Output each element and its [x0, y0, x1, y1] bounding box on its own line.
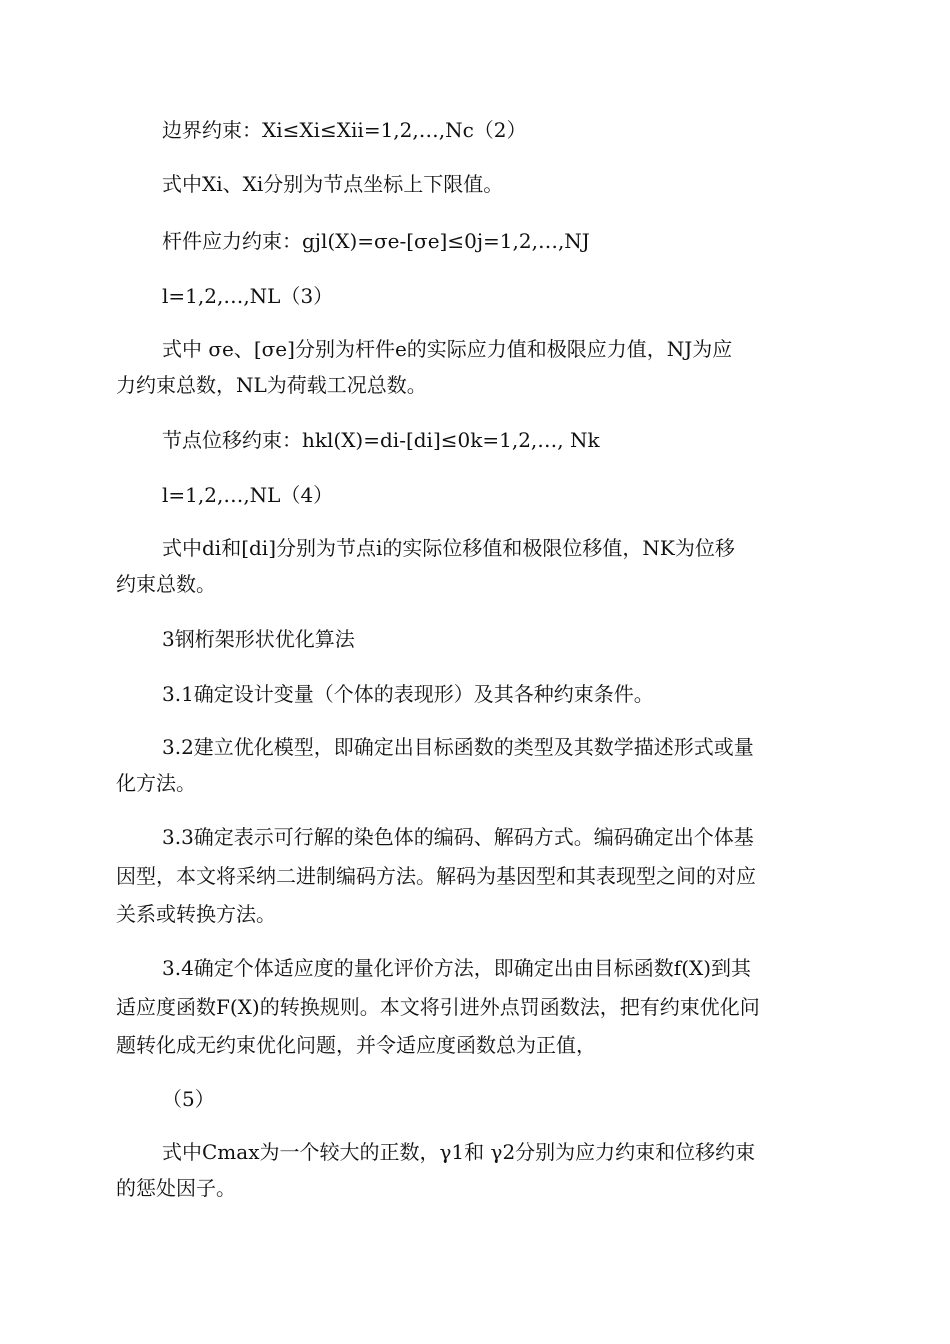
section-heading: 3钢桁架形状优化算法: [162, 627, 355, 651]
paragraph-line: 化方法。: [116, 771, 196, 795]
paragraph-line: 式中 σe、[σe]分别为杆件e的实际应力值和极限应力值，NJ为应: [162, 337, 733, 361]
equation-number: （5）: [162, 1087, 215, 1111]
paragraph-line: 因型，本文将采纳二进制编码方法。解码为基因型和其表现型之间的对应: [116, 864, 756, 888]
paragraph-line: 题转化成无约束优化问题，并令适应度函数总为正值，: [116, 1033, 596, 1057]
paragraph-line: 力约束总数，NL为荷载工况总数。: [116, 373, 427, 397]
boundary-constraint-line: 边界约束：Xi≤Xi≤Xii=1,2,…,Nc（2）: [162, 118, 527, 142]
paragraph-line: 约束总数。: [116, 572, 216, 596]
paragraph-line: 的惩处因子。: [116, 1176, 236, 1200]
subsection-line: 3.1确定设计变量（个体的表现形）及其各种约束条件。: [162, 682, 654, 706]
equation-line: l=1,2,…,NL（4）: [162, 483, 334, 507]
stress-constraint-line: 杆件应力约束：gjl(X)=σe-[σe]≤0j=1,2,…,NJ: [162, 229, 590, 253]
paragraph-line: 式中Xi、Xi分别为节点坐标上下限值。: [162, 172, 504, 196]
paragraph-line: 关系或转换方法。: [116, 902, 276, 926]
subsection-line: 3.3确定表示可行解的染色体的编码、解码方式。编码确定出个体基: [162, 825, 754, 849]
displacement-constraint-line: 节点位移约束：hkl(X)=di-[di]≤0k=1,2,…, Nk: [162, 428, 600, 452]
paragraph-line: 式中di和[di]分别为节点i的实际位移值和极限位移值，NK为位移: [162, 536, 735, 560]
paragraph-line: 式中Cmax为一个较大的正数，γ1和 γ2分别为应力约束和位移约束: [162, 1140, 756, 1164]
paragraph-line: 适应度函数F(X)的转换规则。本文将引进外点罚函数法，把有约束优化问: [116, 995, 760, 1019]
subsection-line: 3.4确定个体适应度的量化评价方法，即确定出由目标函数f(X)到其: [162, 956, 752, 980]
equation-line: l=1,2,…,NL（3）: [162, 284, 334, 308]
subsection-line: 3.2建立优化模型，即确定出目标函数的类型及其数学描述形式或量: [162, 735, 754, 759]
